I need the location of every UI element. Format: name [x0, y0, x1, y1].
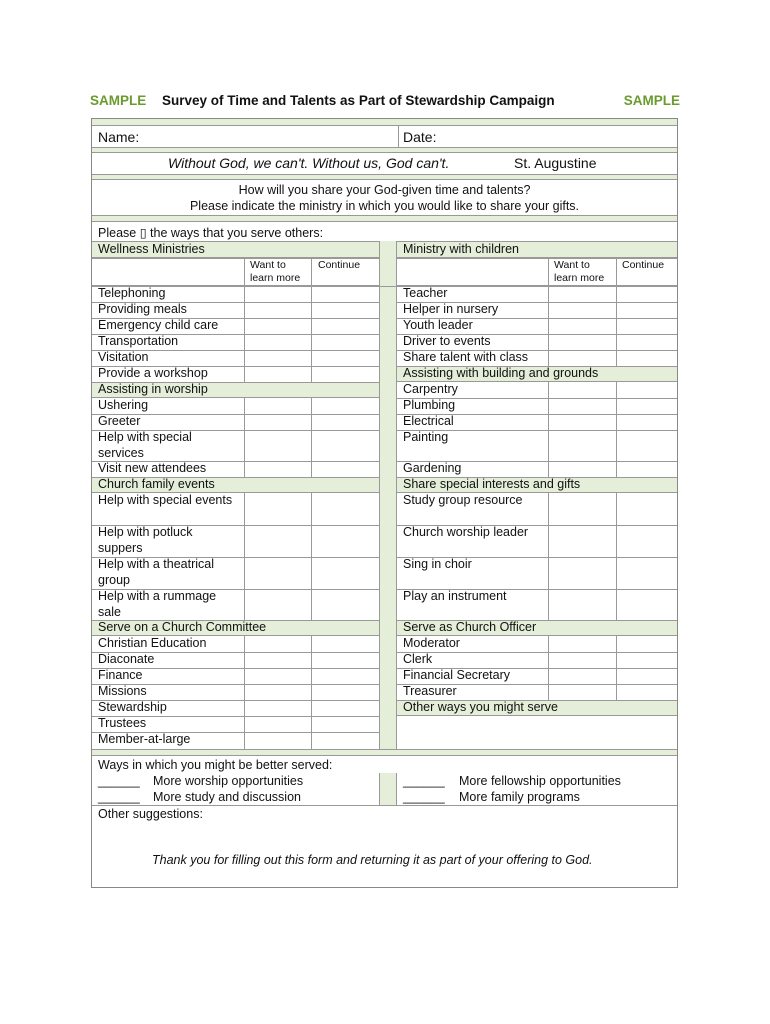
right-col-divider	[616, 684, 617, 700]
continue-checkbox[interactable]	[616, 525, 677, 557]
continue-checkbox[interactable]	[311, 557, 379, 589]
want-to-learn-checkbox[interactable]	[244, 700, 311, 716]
right-col-divider	[616, 318, 617, 334]
thank-you-note: Thank you for filling out this form and returning it as part of your offering to God.	[152, 853, 593, 867]
band-3	[92, 215, 677, 222]
right-col-divider	[616, 334, 617, 350]
right-col-divider	[616, 652, 617, 668]
left-col-divider	[311, 732, 312, 749]
section-title-children: Ministry with children	[403, 242, 520, 256]
want-header-right: Want to learn more	[554, 259, 605, 284]
right-section-title: Other ways you might serve	[403, 700, 558, 714]
right-col-divider	[616, 493, 617, 525]
left-col-divider	[244, 668, 245, 684]
want-to-learn-checkbox[interactable]	[244, 350, 311, 366]
left-item: Emergency child care	[98, 318, 219, 332]
continue-checkbox[interactable]	[311, 334, 379, 350]
continue-checkbox[interactable]	[616, 668, 677, 684]
footer-divider	[379, 773, 380, 805]
continue-checkbox[interactable]	[311, 716, 379, 732]
right-item: Clerk	[403, 652, 433, 666]
continue-checkbox[interactable]	[616, 318, 677, 334]
right-col-divider	[548, 302, 549, 318]
blank-line-right: ______	[403, 790, 445, 804]
right-col-divider	[616, 350, 617, 366]
continue-header-right: Continue	[622, 259, 665, 271]
continue-checkbox[interactable]	[311, 350, 379, 366]
want-to-learn-checkbox[interactable]	[244, 414, 311, 430]
right-col-divider	[548, 382, 549, 398]
right-col-divider	[548, 414, 549, 430]
continue-checkbox[interactable]	[616, 493, 677, 525]
band-2	[92, 174, 677, 180]
right-item: Youth leader	[403, 318, 473, 332]
header-col-divider	[616, 258, 617, 286]
continue-checkbox[interactable]	[616, 636, 677, 652]
want-to-learn-checkbox[interactable]	[548, 652, 616, 668]
want-to-learn-checkbox[interactable]	[548, 525, 616, 557]
left-item: Stewardship	[98, 700, 167, 714]
left-item: Ushering	[98, 398, 149, 412]
left-col-divider	[244, 716, 245, 732]
right-col-divider	[616, 636, 617, 652]
left-col-divider	[244, 286, 245, 302]
please-instructions: Please ▯ the ways that you serve others:	[98, 226, 324, 240]
left-col-divider	[244, 461, 245, 477]
left-col-divider	[311, 557, 312, 589]
want-to-learn-checkbox[interactable]	[244, 493, 311, 525]
intro-line-1: How will you share your God-given time and talents?	[238, 183, 531, 197]
right-item: Painting	[403, 430, 449, 444]
left-col-divider	[311, 398, 312, 414]
left-col-divider	[244, 366, 245, 382]
continue-checkbox[interactable]	[616, 430, 677, 461]
left-col-divider	[244, 589, 245, 620]
left-col-divider	[311, 350, 312, 366]
continue-checkbox[interactable]	[311, 652, 379, 668]
right-col-divider	[548, 525, 549, 557]
right-col-divider	[616, 525, 617, 557]
want-to-learn-checkbox[interactable]	[548, 493, 616, 525]
right-item: Electrical	[403, 414, 454, 428]
header-bottom-line	[92, 286, 677, 287]
continue-checkbox[interactable]	[616, 302, 677, 318]
left-section-title: Assisting in worship	[98, 382, 208, 396]
left-section-title: Serve on a Church Committee	[98, 620, 267, 634]
want-to-learn-checkbox[interactable]	[244, 716, 311, 732]
want-to-learn-checkbox[interactable]	[244, 430, 311, 461]
right-col-divider	[548, 493, 549, 525]
continue-checkbox[interactable]	[311, 318, 379, 334]
left-item: Finance	[98, 668, 143, 682]
left-col-divider	[311, 286, 312, 302]
continue-checkbox[interactable]	[311, 493, 379, 525]
band-1	[92, 147, 677, 153]
left-item: Missions	[98, 684, 147, 698]
left-item: Greeter	[98, 414, 141, 428]
want-to-learn-checkbox[interactable]	[548, 589, 616, 620]
right-col-divider	[548, 652, 549, 668]
left-col-divider	[311, 652, 312, 668]
left-col-divider	[244, 414, 245, 430]
left-col-divider	[244, 318, 245, 334]
right-item: Share talent with class	[403, 350, 529, 364]
continue-checkbox[interactable]	[311, 589, 379, 620]
continue-checkbox[interactable]	[311, 366, 379, 382]
quote-text: Without God, we can't. Without us, God can't.	[168, 155, 450, 171]
right-col-divider	[616, 414, 617, 430]
name-field[interactable]	[147, 127, 397, 147]
want-to-learn-checkbox[interactable]	[548, 430, 616, 461]
right-col-divider	[548, 286, 549, 302]
right-item: Moderator	[403, 636, 460, 650]
continue-checkbox[interactable]	[616, 684, 677, 700]
left-item: Diaconate	[98, 652, 155, 666]
want-to-learn-checkbox[interactable]	[244, 461, 311, 477]
continue-checkbox[interactable]	[311, 636, 379, 652]
want-to-learn-checkbox[interactable]	[244, 652, 311, 668]
left-col-divider	[311, 525, 312, 557]
center-divider-left	[379, 241, 380, 749]
right-item: Driver to events	[403, 334, 491, 348]
right-col-divider	[616, 557, 617, 589]
right-col-divider	[548, 350, 549, 366]
left-col-divider	[311, 318, 312, 334]
name-date-divider	[398, 126, 399, 147]
footer-gap	[379, 773, 396, 805]
want-to-learn-checkbox[interactable]	[244, 334, 311, 350]
continue-checkbox[interactable]	[616, 398, 677, 414]
continue-checkbox[interactable]	[311, 684, 379, 700]
right-section-title: Assisting with building and grounds	[403, 366, 599, 380]
left-col-divider	[244, 430, 245, 461]
right-col-divider	[616, 382, 617, 398]
right-item: Sing in choir	[403, 557, 472, 571]
want-to-learn-checkbox[interactable]	[244, 557, 311, 589]
right-item: Plumbing	[403, 398, 456, 412]
left-item: Transportation	[98, 334, 179, 348]
option-right: More fellowship opportunities	[459, 774, 621, 788]
header-col-divider	[548, 258, 549, 286]
left-col-divider	[311, 684, 312, 700]
continue-checkbox[interactable]	[616, 557, 677, 589]
want-to-learn-checkbox[interactable]	[244, 525, 311, 557]
date-label: Date:	[403, 129, 437, 145]
continue-checkbox[interactable]	[311, 668, 379, 684]
date-field[interactable]	[447, 127, 672, 147]
right-col-divider	[616, 398, 617, 414]
want-header-left: Want to learn more	[250, 259, 301, 284]
want-to-learn-checkbox[interactable]	[244, 732, 311, 749]
right-col-divider	[548, 589, 549, 620]
right-col-divider	[548, 318, 549, 334]
left-item: Help with a rummage sale	[98, 589, 217, 619]
want-to-learn-checkbox[interactable]	[244, 668, 311, 684]
want-to-learn-checkbox[interactable]	[244, 366, 311, 382]
left-col-divider	[311, 366, 312, 382]
want-to-learn-checkbox[interactable]	[548, 668, 616, 684]
name-label: Name:	[98, 129, 140, 145]
left-col-divider	[244, 557, 245, 589]
right-section-title: Share special interests and gifts	[403, 477, 581, 491]
left-item: Help with potluck suppers	[98, 525, 193, 555]
page-title: Survey of Time and Talents as Part of Stewardship Campaign	[162, 93, 555, 108]
left-col-divider	[244, 398, 245, 414]
continue-checkbox[interactable]	[311, 414, 379, 430]
left-item: Help with special events	[98, 493, 233, 507]
sample-label-left: SAMPLE	[90, 93, 147, 108]
left-col-divider	[311, 302, 312, 318]
footer-band	[92, 749, 677, 756]
right-item: Carpentry	[403, 382, 458, 396]
option-left: More study and discussion	[153, 790, 301, 804]
left-item: Visitation	[98, 350, 149, 364]
continue-checkbox[interactable]	[616, 589, 677, 620]
center-divider-right	[396, 241, 397, 749]
want-to-learn-checkbox[interactable]	[244, 589, 311, 620]
left-col-divider	[311, 334, 312, 350]
right-item: Church worship leader	[403, 525, 529, 539]
left-col-divider	[244, 350, 245, 366]
right-item: Teacher	[403, 286, 448, 300]
right-col-divider	[548, 668, 549, 684]
left-col-divider	[244, 525, 245, 557]
right-col-divider	[616, 668, 617, 684]
right-item: Financial Secretary	[403, 668, 510, 682]
want-to-learn-checkbox[interactable]	[548, 461, 616, 477]
left-item: Provide a workshop	[98, 366, 208, 380]
left-col-divider	[244, 684, 245, 700]
right-item: Treasurer	[403, 684, 457, 698]
want-to-learn-checkbox[interactable]	[244, 684, 311, 700]
center-gap-column	[379, 241, 396, 749]
other-suggestions-label: Other suggestions:	[98, 807, 203, 821]
right-col-divider	[548, 636, 549, 652]
left-item: Trustees	[98, 716, 147, 730]
right-col-divider	[548, 461, 549, 477]
want-to-learn-checkbox[interactable]	[244, 636, 311, 652]
left-col-divider	[311, 461, 312, 477]
better-served-label: Ways in which you might be better served:	[98, 758, 333, 772]
right-item: Play an instrument	[403, 589, 507, 603]
want-to-learn-checkbox[interactable]	[548, 398, 616, 414]
option-right: More family programs	[459, 790, 580, 804]
right-col-divider	[548, 334, 549, 350]
left-col-divider	[311, 493, 312, 525]
right-item: Helper in nursery	[403, 302, 499, 316]
right-col-divider	[548, 684, 549, 700]
right-col-divider	[616, 286, 617, 302]
continue-checkbox[interactable]	[616, 414, 677, 430]
continue-checkbox[interactable]	[616, 334, 677, 350]
right-col-divider	[616, 430, 617, 461]
left-col-divider	[311, 716, 312, 732]
want-to-learn-checkbox[interactable]	[548, 302, 616, 318]
left-col-divider	[311, 430, 312, 461]
right-col-divider	[616, 302, 617, 318]
want-to-learn-checkbox[interactable]	[244, 318, 311, 334]
continue-checkbox[interactable]	[311, 700, 379, 716]
want-to-learn-checkbox[interactable]	[548, 318, 616, 334]
continue-checkbox[interactable]	[311, 286, 379, 302]
continue-checkbox[interactable]	[616, 652, 677, 668]
continue-checkbox[interactable]	[616, 461, 677, 477]
left-item: Visit new attendees	[98, 461, 207, 475]
left-col-divider	[244, 302, 245, 318]
left-col-divider	[311, 589, 312, 620]
continue-checkbox[interactable]	[616, 286, 677, 302]
left-col-divider	[244, 334, 245, 350]
left-col-divider	[244, 493, 245, 525]
left-col-divider	[311, 668, 312, 684]
right-col-divider	[616, 461, 617, 477]
survey-title	[90, 93, 680, 113]
want-to-learn-checkbox[interactable]	[548, 557, 616, 589]
right-item: Study group resource	[403, 493, 523, 507]
continue-checkbox[interactable]	[311, 302, 379, 318]
sample-label-right: SAMPLE	[623, 93, 680, 108]
left-col-divider	[244, 732, 245, 749]
want-to-learn-checkbox[interactable]	[548, 684, 616, 700]
header-col-divider	[244, 258, 245, 286]
section-title-wellness: Wellness Ministries	[98, 242, 205, 256]
want-to-learn-checkbox[interactable]	[548, 286, 616, 302]
left-col-divider	[311, 700, 312, 716]
blank-line-left: ______	[98, 790, 140, 804]
want-to-learn-checkbox[interactable]	[244, 302, 311, 318]
continue-checkbox[interactable]	[616, 382, 677, 398]
intro-line-2: Please indicate the ministry in which you would like to share your gifts.	[189, 199, 580, 213]
continue-checkbox[interactable]	[311, 525, 379, 557]
header-col-divider	[311, 258, 312, 286]
footer-divider	[396, 773, 397, 805]
left-col-divider	[244, 700, 245, 716]
left-col-divider	[311, 414, 312, 430]
left-item: Help with a theatrical group	[98, 557, 215, 587]
continue-checkbox[interactable]	[311, 461, 379, 477]
right-col-divider	[616, 589, 617, 620]
continue-checkbox[interactable]	[311, 430, 379, 461]
left-item: Member-at-large	[98, 732, 191, 746]
option-left: More worship opportunities	[153, 774, 304, 788]
want-to-learn-checkbox[interactable]	[244, 286, 311, 302]
left-col-divider	[311, 636, 312, 652]
want-to-learn-checkbox[interactable]	[548, 350, 616, 366]
left-item: Providing meals	[98, 302, 187, 316]
continue-checkbox[interactable]	[311, 398, 379, 414]
right-section-title: Serve as Church Officer	[403, 620, 537, 634]
survey-form	[91, 118, 678, 888]
quote-author: St. Augustine	[514, 155, 597, 171]
left-col-divider	[244, 636, 245, 652]
right-col-divider	[548, 398, 549, 414]
left-item: Christian Education	[98, 636, 207, 650]
want-to-learn-checkbox[interactable]	[548, 334, 616, 350]
left-section-title: Church family events	[98, 477, 215, 491]
want-to-learn-checkbox[interactable]	[548, 414, 616, 430]
want-to-learn-checkbox[interactable]	[548, 382, 616, 398]
blank-line-right: ______	[403, 774, 445, 788]
blank-line-left: ______	[98, 774, 140, 788]
top-band	[92, 119, 677, 126]
left-item: Telephoning	[98, 286, 166, 300]
right-col-divider	[548, 430, 549, 461]
left-item: Help with special services	[98, 430, 192, 460]
continue-header-left: Continue	[318, 259, 361, 271]
continue-checkbox[interactable]	[616, 350, 677, 366]
right-col-divider	[548, 557, 549, 589]
want-to-learn-checkbox[interactable]	[244, 398, 311, 414]
want-to-learn-checkbox[interactable]	[548, 636, 616, 652]
continue-checkbox[interactable]	[311, 732, 379, 749]
left-col-divider	[244, 652, 245, 668]
right-item: Gardening	[403, 461, 462, 475]
